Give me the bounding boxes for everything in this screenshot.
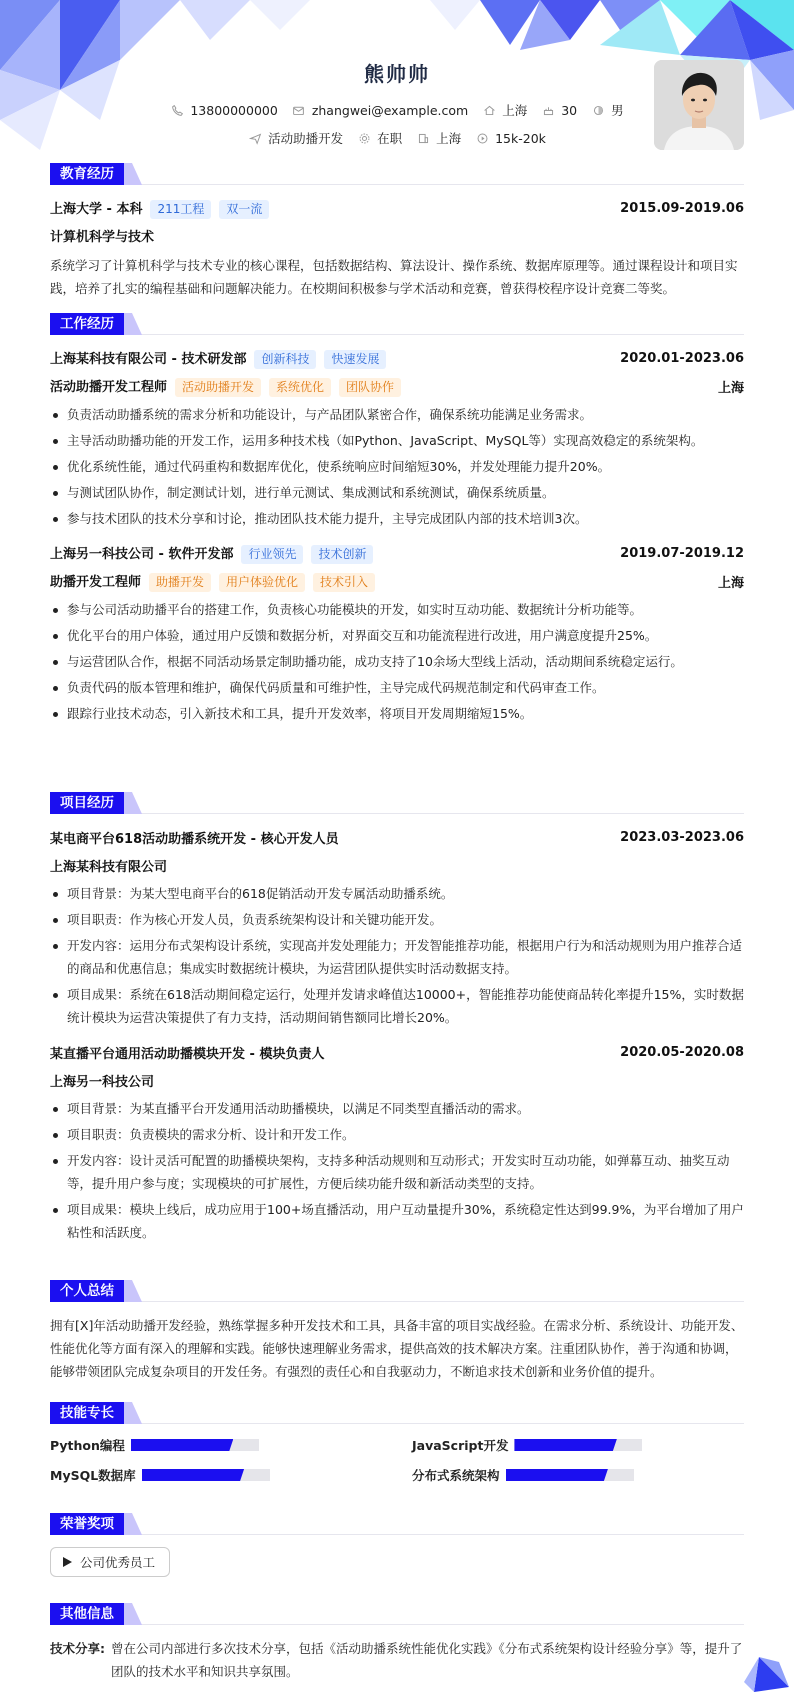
- summary-title: 个人总结: [50, 1280, 124, 1302]
- work-city: 上海: [717, 380, 744, 396]
- project-date: 2020.05-2020.08: [620, 1044, 744, 1060]
- project-company-row: [50, 854, 744, 876]
- list-item: 跟踪行业技术动态，引入新技术和工具，提升开发效率，将项目开发周期缩短15%。: [50, 702, 744, 725]
- skill-name: 分布式系统架构: [412, 1468, 500, 1483]
- project-entry: [50, 826, 744, 1029]
- awards-section: [50, 1513, 744, 1577]
- role-row: [50, 375, 744, 397]
- project-row: [50, 826, 744, 848]
- target-city-item: [416, 129, 461, 147]
- list-item: 负责活动助播系统的需求分析和功能设计，与产品团队紧密合作，确保系统功能满足业务需求。: [50, 403, 744, 426]
- list-item: 开发内容：设计灵活可配置的助播模块架构，支持多种活动规则和互动形式；开发实时互动功能，如弹幕互动、抽奖互动等，提升用户参与度；实现模块的可扩展性，方便后续功能升级和新活动类型的支持。: [50, 1149, 744, 1195]
- profile-photo: [654, 60, 744, 150]
- gender-item: [591, 101, 624, 119]
- work-bullets: [50, 598, 744, 725]
- heading-accent-icon: [124, 792, 142, 814]
- list-item: 项目背景：为某直播平台开发通用活动助播模块，以满足不同类型直播活动的需求。: [50, 1097, 744, 1120]
- company-tag: 创新科技: [254, 350, 316, 369]
- skill-bar: [506, 1469, 634, 1481]
- work-entry: [50, 542, 744, 725]
- other-title: 其他信息: [50, 1603, 124, 1625]
- project-entry: [50, 1041, 744, 1244]
- list-item: 参与公司活动助播平台的搭建工作，负责核心功能模块的开发，如实时互动功能、数据统计分析功能等。: [50, 598, 744, 621]
- skills-heading: [50, 1402, 744, 1424]
- project-title: 某直播平台通用活动助播模块开发 - 模块负责人: [50, 1046, 325, 1062]
- target-city-text: 上海: [436, 131, 462, 146]
- role-name: 助播开发工程师: [50, 574, 142, 590]
- projects-heading: [50, 792, 744, 814]
- summary-heading: [50, 1280, 744, 1302]
- list-item: 优化系统性能，通过代码重构和数据库优化，使系统响应时间缩短30%，并发处理能力提升20%。: [50, 455, 744, 478]
- company-row: [50, 347, 744, 369]
- gender-text: 男: [611, 103, 624, 118]
- project-bullets: [50, 882, 744, 1029]
- skill-name: JavaScript开发: [412, 1438, 509, 1453]
- gender-icon: [591, 103, 605, 117]
- education-heading: [50, 163, 744, 185]
- list-item: 负责代码的版本管理和维护，确保代码质量和可维护性，主导完成代码规范制定和代码审查工作。: [50, 676, 744, 699]
- project-company: 上海另一科技公司: [50, 1074, 155, 1090]
- heading-accent-icon: [124, 1513, 142, 1535]
- salary-item: [475, 129, 546, 147]
- email-icon: [292, 103, 306, 117]
- skill-bar: [131, 1439, 259, 1451]
- list-item: 参与技术团队的技术分享和讨论，推动团队技术能力提升，主导完成团队内部的技术培训3次。: [50, 507, 744, 530]
- heading-accent-icon: [124, 313, 142, 335]
- heading-accent-icon: [124, 163, 142, 185]
- education-section: [50, 163, 744, 300]
- list-item: 项目职责：负责模块的需求分析、设计和开发工作。: [50, 1123, 744, 1146]
- education-date: 2015.09-2019.06: [620, 200, 744, 216]
- list-item: 与运营团队合作，根据不同活动场景定制助播功能，成功支持了10余场大型线上活动，活动期间系统稳定运行。: [50, 650, 744, 673]
- summary-section: [50, 1280, 744, 1383]
- work-entry: [50, 347, 744, 530]
- list-item: 与测试团队协作，制定测试计划，进行单元测试、集成测试和系统测试，确保系统质量。: [50, 481, 744, 504]
- other-label: 技术分享:: [50, 1641, 105, 1656]
- project-bullets: [50, 1097, 744, 1244]
- role-tag: 助播开发: [149, 573, 211, 592]
- salary-text: 15k-20k: [495, 130, 546, 146]
- heading-accent-icon: [124, 1280, 142, 1302]
- heading-accent-icon: [124, 1402, 142, 1424]
- other-text: 曾在公司内部进行多次技术分享，包括《活动助播系统性能优化实践》《分布式系统架构设计经验分享》等，提升了团队的技术水平和知识共享氛围。: [111, 1641, 743, 1679]
- send-icon: [248, 131, 262, 145]
- list-item: 优化平台的用户体验，通过用户反馈和数据分析，对界面交互和功能流程进行改进，用户满意度提升25%。: [50, 624, 744, 647]
- work-title: 工作经历: [50, 313, 124, 335]
- candidate-name: 熊帅帅: [364, 62, 430, 86]
- email-item: [292, 101, 468, 119]
- company-tag: 技术创新: [311, 545, 373, 564]
- work-date: 2019.07-2019.12: [620, 545, 744, 561]
- work-heading: [50, 313, 744, 335]
- skill-item: [412, 1436, 744, 1454]
- skill-name: Python编程: [50, 1438, 125, 1453]
- awards-title: 荣誉奖项: [50, 1513, 124, 1535]
- gear-icon: [357, 131, 371, 145]
- city-text: 上海: [502, 103, 528, 118]
- work-date: 2020.01-2023.06: [620, 350, 744, 366]
- work-city: 上海: [717, 575, 744, 591]
- school-tag: 双一流: [219, 200, 269, 219]
- company-tag: 行业领先: [241, 545, 303, 564]
- other-heading: [50, 1603, 744, 1625]
- role-name: 活动助播开发工程师: [50, 379, 168, 395]
- age-item: [541, 101, 577, 119]
- project-company-row: [50, 1069, 744, 1091]
- heading-accent-icon: [124, 1603, 142, 1625]
- award-item: [50, 1547, 170, 1577]
- project-company: 上海某科技有限公司: [50, 859, 168, 875]
- company-name: 上海某科技有限公司 - 技术研发部: [50, 351, 247, 367]
- skills-grid: [50, 1436, 744, 1484]
- role-tag: 团队协作: [339, 378, 401, 397]
- awards-heading: [50, 1513, 744, 1535]
- phone-text: 13800000000: [190, 102, 278, 118]
- list-item: 项目背景：为某大型电商平台的618促销活动开发专属活动助播系统。: [50, 882, 744, 905]
- job-target-text: 活动助播开发: [268, 131, 344, 146]
- project-date: 2023.03-2023.06: [620, 829, 744, 845]
- age-text: 30: [561, 102, 578, 118]
- play-triangle-icon: [63, 1557, 72, 1567]
- work-bullets: [50, 403, 744, 530]
- list-item: 项目成果：系统在618活动期间稳定运行，处理并发请求峰值达10000+，智能推荐功能使商品转化率提升15%，实时数据统计模块为运营决策提供了有力支持，活动期间销售额同比增长20%。: [50, 983, 744, 1029]
- play-circle-icon: [475, 131, 489, 145]
- list-item: 项目成果：模块上线后，成功应用于100+场直播活动，用户互动量提升30%，系统稳定性达到99.9%，为平台增加了用户粘性和活跃度。: [50, 1198, 744, 1244]
- skill-name: MySQL数据库: [50, 1468, 136, 1483]
- project-title: 某电商平台618活动助播系统开发 - 核心开发人员: [50, 831, 339, 847]
- role-tag: 用户体验优化: [219, 573, 305, 592]
- skill-bar: [142, 1469, 270, 1481]
- project-row: [50, 1041, 744, 1063]
- role-row: [50, 570, 744, 592]
- list-item: 主导活动助播功能的开发工作，运用多种技术栈（如Python、JavaScript、MySQL等）实现高效稳定的系统架构。: [50, 429, 744, 452]
- status-item: [357, 129, 402, 147]
- skills-section: [50, 1402, 744, 1484]
- city-item: [482, 101, 527, 119]
- skill-bar-fill: [131, 1439, 233, 1451]
- other-section: [50, 1603, 744, 1683]
- company-row: [50, 542, 744, 564]
- education-row: [50, 197, 744, 219]
- summary-text: 拥有[X]年活动助播开发经验，熟练掌握多种开发技术和工具，具备丰富的项目实战经验。在需求分析、系统设计、功能开发、性能优化等方面有深入的理解和实践。能够快速理解业务需求，提供高效的技术解决方案。注重团队协作，善于沟通和协调，能够带领团队完成复杂项目的开发任务。有强烈的责任心和自我驱动力，不断追求技术创新和业务价值的提升。: [50, 1318, 744, 1379]
- job-target-item: [248, 129, 343, 147]
- skill-bar-fill: [514, 1439, 616, 1451]
- major-row: [50, 224, 744, 246]
- list-item: 开发内容：运用分布式架构设计系统，实现高并发处理能力；开发智能推荐功能，根据用户行为和活动规则为用户推荐合适的商品和优惠信息；集成实时数据统计模块，为运营团队提供实时活动数据支持。: [50, 934, 744, 980]
- skill-item: [412, 1466, 744, 1484]
- building-icon: [416, 131, 430, 145]
- email-text: zhangwei@example.com: [311, 102, 469, 118]
- education-description: 系统学习了计算机科学与技术专业的核心课程，包括数据结构、算法设计、操作系统、数据库原理等。通过课程设计和项目实践，培养了扎实的编程基础和问题解决能力。在校期间积极参与学术活动和竞赛，曾获得校程序设计竞赛二等奖。: [50, 258, 738, 296]
- projects-section: [50, 792, 744, 1247]
- role-tag: 技术引入: [313, 573, 375, 592]
- company-tag: 快速发展: [324, 350, 386, 369]
- work-section: [50, 313, 744, 728]
- role-tag: 系统优化: [269, 378, 331, 397]
- skill-bar: [514, 1439, 642, 1451]
- skill-item: [50, 1466, 382, 1484]
- other-info-row: [50, 1637, 744, 1683]
- phone-icon: [170, 103, 184, 117]
- home-icon: [482, 103, 496, 117]
- award-name: 公司优秀员工: [80, 1555, 156, 1570]
- skill-bar-fill: [506, 1469, 608, 1481]
- avatar-illustration: [654, 60, 744, 150]
- status-text: 在职: [377, 131, 403, 146]
- skill-item: [50, 1436, 382, 1454]
- company-name: 上海另一科技公司 - 软件开发部: [50, 546, 234, 562]
- role-tag: 活动助播开发: [175, 378, 261, 397]
- school-tag: 211工程: [150, 200, 211, 219]
- projects-title: 项目经历: [50, 792, 124, 814]
- school-name: 上海大学 - 本科: [50, 201, 143, 217]
- phone-item: [170, 101, 277, 119]
- skill-bar-fill: [142, 1469, 244, 1481]
- cake-icon: [541, 103, 555, 117]
- major-name: 计算机科学与技术: [50, 229, 155, 245]
- list-item: 项目职责：作为核心开发人员，负责系统架构设计和关键功能开发。: [50, 908, 744, 931]
- education-title: 教育经历: [50, 163, 124, 185]
- skills-title: 技能专长: [50, 1402, 124, 1424]
